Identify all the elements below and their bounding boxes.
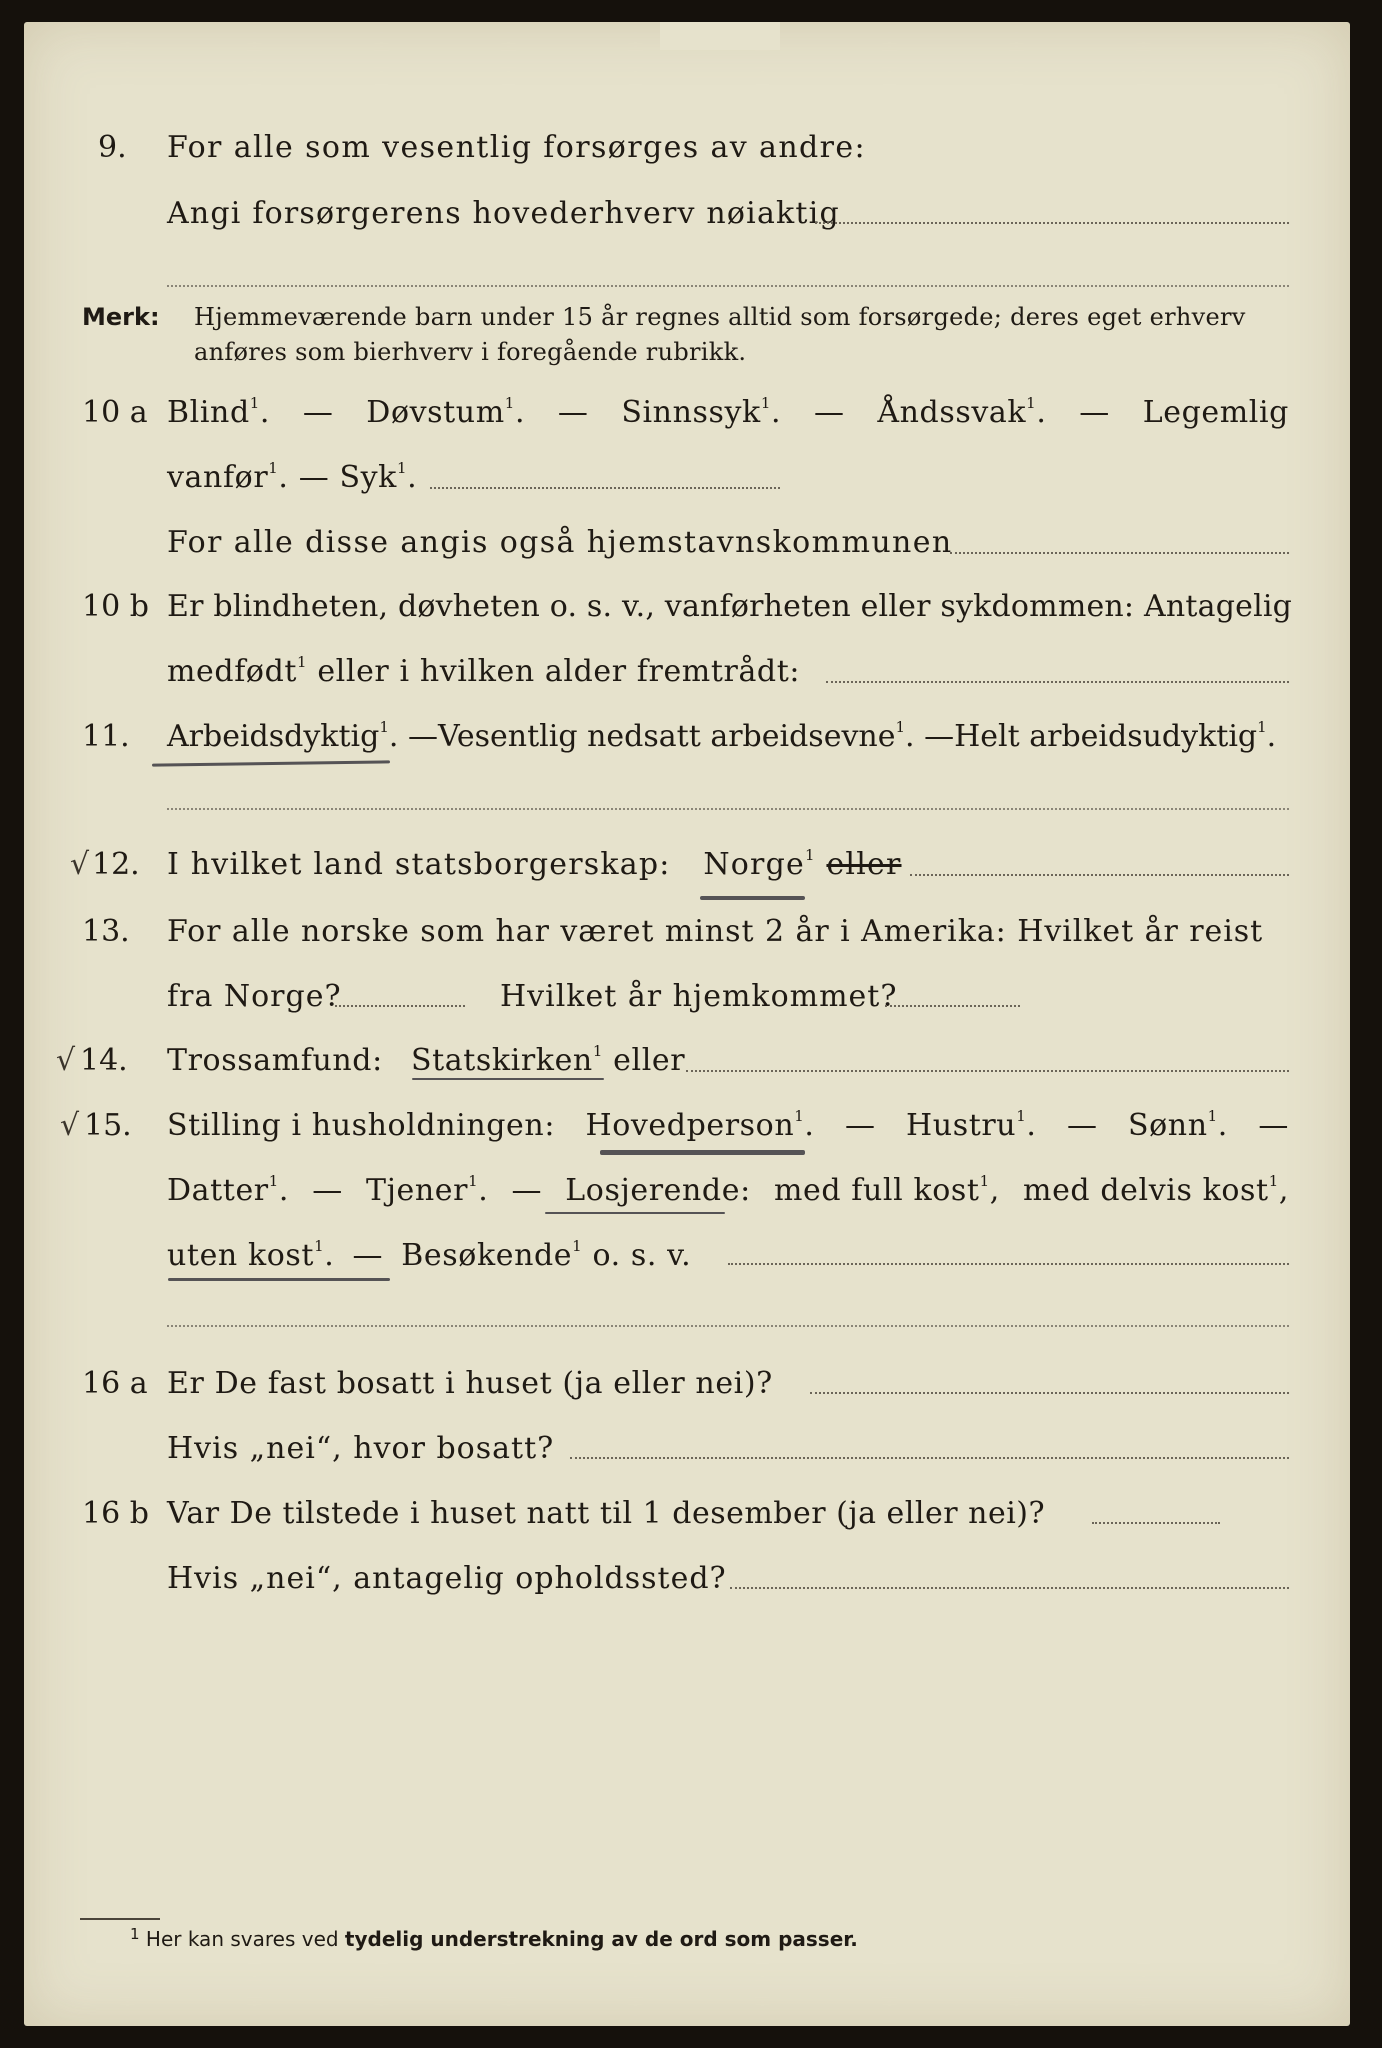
q16a-bosatt-line[interactable]: [570, 1457, 1289, 1459]
q15-answer-line[interactable]: [728, 1263, 1289, 1265]
q10a-line3: For alle disse angis også hjemstavnskommunen: [167, 525, 953, 560]
option-helt[interactable]: Helt arbeidsudyktig$^1$.: [954, 718, 1277, 754]
q13-reist-line[interactable]: [335, 1005, 465, 1007]
q14-label: Trossamfund:: [167, 1043, 383, 1078]
option-eller-struck: eller: [826, 847, 902, 882]
option-statskirken[interactable]: Statskirken$^1$: [410, 1042, 604, 1078]
dash: —: [298, 460, 330, 495]
underline-losjerende: [545, 1212, 725, 1214]
option-datter[interactable]: Datter$^1$.: [167, 1172, 290, 1208]
q15-line3: [167, 1237, 692, 1273]
q15-line1: [167, 1107, 1289, 1143]
q15-check-mark: √: [60, 1108, 80, 1143]
dash: —: [352, 1238, 384, 1273]
q14-check-mark: √: [56, 1043, 76, 1078]
q15-answer-line-2[interactable]: [167, 1325, 1289, 1327]
q15-number: 15.: [84, 1108, 132, 1143]
q9-number: 9.: [98, 130, 127, 165]
q12-line: [167, 846, 902, 882]
q10a-answer-line[interactable]: [430, 487, 780, 489]
option-norge[interactable]: Norge$^1$: [703, 846, 816, 882]
dash: —: [844, 1108, 876, 1143]
dash: —: [1079, 395, 1110, 430]
dash: —: [813, 395, 845, 430]
q15-line2: [167, 1172, 1289, 1208]
underline-statskirken: [412, 1078, 604, 1080]
q9-answer-line-2[interactable]: [167, 285, 1289, 287]
q16a-answer-line[interactable]: [810, 1392, 1289, 1394]
q10b-line2: [167, 653, 801, 689]
option-arbeidsdyktig[interactable]: Arbeidsdyktig$^1$.: [167, 718, 399, 754]
option-sinnssyk[interactable]: Sinnssyk$^1$.: [621, 394, 782, 430]
q9-line2: Angi forsørgerens hovederhverv nøiaktig: [167, 196, 840, 231]
option-hustru[interactable]: Hustru$^1$.: [906, 1107, 1037, 1143]
option-legemlig[interactable]: Legemlig: [1142, 395, 1289, 430]
option-delvis-kost[interactable]: med delvis kost$^1$,: [1023, 1172, 1289, 1208]
underline-norge: [700, 896, 805, 900]
option-losjerende[interactable]: Losjerende:: [565, 1173, 751, 1208]
q12-check-mark: √: [70, 847, 90, 882]
q13-fra-norge: fra Norge?: [167, 979, 342, 1014]
q16b-line1: Var De tilstede i huset natt til 1 desember (ja eller nei)?: [167, 1496, 1046, 1531]
q10b-line2-text: eller i hvilken alder fremtrådt:: [317, 654, 801, 689]
q16b-opholdssted-line[interactable]: [730, 1587, 1289, 1589]
q11-number: 11.: [82, 719, 130, 754]
dash: —: [1258, 1108, 1289, 1143]
footnote-bold-text: tydelig understrekning av de ord som passer.: [344, 1927, 858, 1951]
option-tjener[interactable]: Tjener$^1$.: [365, 1172, 489, 1208]
q16b-line2: Hvis „nei“, antagelig opholdssted?: [167, 1561, 727, 1596]
dash: —: [302, 395, 334, 430]
q16a-line2: Hvis „nei“, hvor bosatt?: [167, 1431, 555, 1466]
option-dovstum[interactable]: Døvstum$^1$.: [366, 394, 526, 430]
page-notch: [660, 22, 780, 50]
q16a-number: 16 a: [82, 1366, 148, 1401]
footnote: [130, 1925, 858, 1951]
footnote-text: Her kan svares ved: [145, 1927, 339, 1951]
option-full-kost[interactable]: med full kost$^1$,: [773, 1172, 1000, 1208]
merk-label: Merk:: [82, 303, 160, 331]
q10b-line1: Er blindheten, døvheten o. s. v., vanførheten eller sykdommen: Antagelig: [167, 589, 1293, 624]
option-vesentlig[interactable]: Vesentlig nedsatt arbeidsevne$^1$.: [437, 718, 915, 754]
q14-line: [167, 1042, 686, 1078]
q14-answer-line[interactable]: [686, 1070, 1289, 1072]
q13-hjemkommet: Hvilket år hjemkommet?: [500, 979, 898, 1014]
option-besokende[interactable]: Besøkende$^1$: [401, 1237, 583, 1273]
q12-number: 12.: [92, 847, 140, 882]
merk-line2: anføres som bierhverv i foregående rubrikk.: [194, 338, 747, 366]
dash: —: [407, 719, 438, 754]
option-blind[interactable]: Blind$^1$.: [167, 394, 271, 430]
q16a-line1: Er De fast bosatt i huset (ja eller nei)?: [167, 1366, 773, 1401]
q9-line1: For alle som vesentlig forsørges av andre:: [167, 130, 867, 165]
q16b-number: 16 b: [82, 1496, 149, 1531]
q10b-number: 10 b: [82, 589, 149, 624]
footnote-rule: [80, 1918, 160, 1920]
option-uten-kost[interactable]: uten kost$^1$.: [167, 1237, 335, 1273]
option-syk[interactable]: Syk$^1$.: [339, 459, 418, 495]
q10b-answer-line[interactable]: [826, 681, 1289, 683]
q15-osv: o. s. v.: [592, 1238, 692, 1273]
q14-eller: eller: [613, 1043, 686, 1078]
q10a-hjemstavn-line[interactable]: [950, 552, 1289, 554]
dash: —: [312, 1173, 343, 1208]
q14-number: 14.: [80, 1043, 128, 1078]
option-medfodt[interactable]: medfødt$^1$: [167, 653, 308, 689]
q10a-line2: [167, 459, 418, 495]
q13-hjemkommet-line[interactable]: [885, 1005, 1020, 1007]
dash: —: [511, 1173, 543, 1208]
option-hovedperson[interactable]: Hovedperson$^1$.: [585, 1107, 815, 1143]
q11-answer-line[interactable]: [167, 808, 1289, 810]
q15-label: Stilling i husholdningen:: [167, 1108, 556, 1143]
dash: —: [1066, 1108, 1098, 1143]
dash: —: [557, 395, 589, 430]
option-sonn[interactable]: Sønn$^1$.: [1127, 1107, 1228, 1143]
underline-uten-kost: [168, 1278, 390, 1281]
q10a-number: 10 a: [82, 395, 148, 430]
underline-hovedperson: [600, 1150, 805, 1155]
dash: —: [924, 719, 955, 754]
footnote-mark: 1: [130, 1925, 140, 1943]
q9-answer-line[interactable]: [815, 222, 1289, 224]
option-andssvak[interactable]: Åndssvak$^1$.: [877, 394, 1047, 430]
q12-answer-line[interactable]: [910, 874, 1289, 876]
q13-line1: For alle norske som har været minst 2 år i Amerika: Hvilket år reist: [167, 914, 1264, 949]
option-vanfor[interactable]: vanfør$^1$.: [167, 459, 289, 495]
merk-line1: Hjemmeværende barn under 15 år regnes alltid som forsørgede; deres eget erhverv: [194, 303, 1246, 331]
q11-line: [167, 718, 1277, 754]
q10a-line1: [167, 394, 1289, 430]
q16b-answer-line[interactable]: [1092, 1522, 1220, 1524]
q12-text: I hvilket land statsborgerskap:: [167, 847, 671, 882]
q13-number: 13.: [82, 914, 130, 949]
